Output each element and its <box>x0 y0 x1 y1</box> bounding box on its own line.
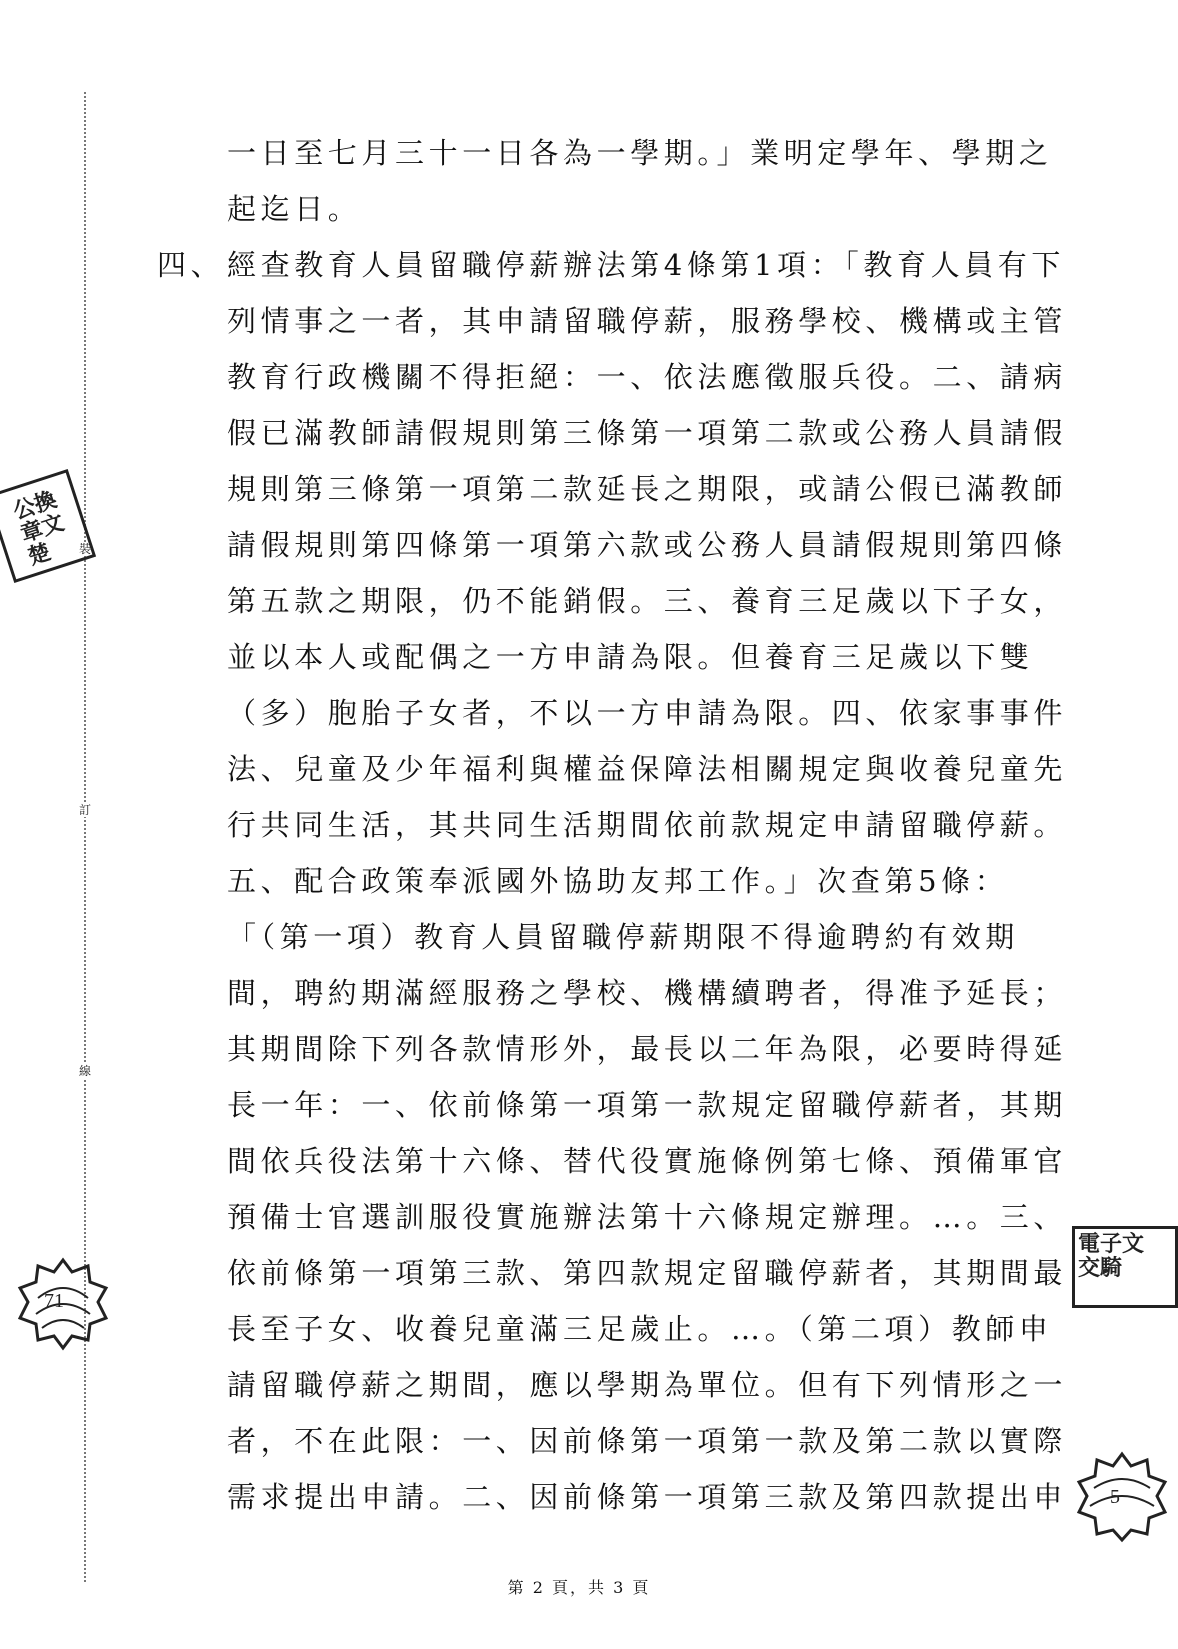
section-four-first-line <box>157 237 1066 293</box>
body-line: 「（第一項）教育人員留職停薪期限不得逾聘約有效期 <box>227 920 1019 954</box>
right-page-seal <box>1074 1452 1158 1542</box>
body-line: 第五款之期限，仍不能銷假。三、養育三足歲以下子女， <box>227 584 1068 618</box>
body-line-text: 經查教育人員留職停薪辦法第4條第1項：「教育人員有下 <box>227 248 1066 282</box>
seal-number: 71 <box>44 1290 64 1312</box>
seal-number: 5 <box>1110 1486 1120 1508</box>
right-electronic-exchange-stamp <box>1068 1222 1158 1310</box>
body-line: 間依兵役法第十六條、替代役實施條例第七條、預備軍官 <box>227 1144 1068 1178</box>
body-line: 者，不在此限：一、因前條第一項第一款及第二款以實際 <box>227 1424 1068 1458</box>
body-line: 預備士官選訓服役實施辦法第十六條規定辦理。…。三、 <box>227 1200 1068 1234</box>
body-line: 法、兒童及少年福利與權益保障法相關規定與收養兒童先 <box>227 752 1068 786</box>
body-line: 其期間除下列各款情形外，最長以二年為限，必要時得延 <box>227 1032 1068 1066</box>
binding-mark-xian: 線 <box>78 1064 91 1078</box>
stamp-lettering: 公換章文楚 <box>10 486 68 571</box>
document-body <box>157 125 1068 1525</box>
body-line: 起迄日。 <box>227 192 362 226</box>
left-page-seal <box>18 1258 78 1350</box>
body-line: 規則第三條第一項第二款延長之期限，或請公假已滿教師 <box>227 472 1068 506</box>
body-line: 依前條第一項第三款、第四款規定留職停薪者，其期間最 <box>227 1256 1068 1290</box>
stamp-lettering: 電子文交騎 <box>1078 1231 1145 1281</box>
body-line: 假已滿教師請假規則第三條第一項第二款或公務人員請假 <box>227 416 1068 450</box>
body-line: 請留職停薪之期間，應以學期為單位。但有下列情形之一 <box>227 1368 1068 1402</box>
section-marker: 四、 <box>157 248 225 282</box>
body-line: 需求提出申請。二、因前條第一項第三款及第四款提出申 <box>227 1480 1068 1514</box>
body-line: 一日至七月三十一日各為一學期。」業明定學年、學期之 <box>227 136 1053 170</box>
page-number-footer: 第 2 頁，共 3 頁 <box>507 1578 651 1597</box>
body-line: 五、配合政策奉派國外協助友邦工作。」次查第5條： <box>227 864 1009 898</box>
body-line: 間，聘約期滿經服務之學校、機構續聘者，得准予延長； <box>227 976 1068 1010</box>
binding-mark-zhuang: 裝 <box>78 542 91 556</box>
body-line: 列情事之一者，其申請留職停薪，服務學校、機構或主管 <box>227 304 1068 338</box>
body-line: 長一年：一、依前條第一項第一款規定留職停薪者，其期 <box>227 1088 1068 1122</box>
binding-margin-line <box>84 92 86 1582</box>
left-official-stamp <box>10 470 96 590</box>
body-line: 行共同生活，其共同生活期間依前款規定申請留職停薪。 <box>227 808 1068 842</box>
seal-starburst-icon <box>1074 1452 1170 1542</box>
body-line: 並以本人或配偶之一方申請為限。但養育三足歲以下雙 <box>227 640 1034 674</box>
body-line: （多）胞胎子女者，不以一方申請為限。四、依家事事件 <box>227 696 1068 730</box>
body-line: 教育行政機關不得拒絕：一、依法應徵服兵役。二、請病 <box>227 360 1068 394</box>
body-line: 長至子女、收養兒童滿三足歲止。…。（第二項）教師申 <box>227 1312 1053 1346</box>
binding-mark-ding: 訂 <box>78 803 91 817</box>
body-line: 請假規則第四條第一項第六款或公務人員請假規則第四條 <box>227 528 1068 562</box>
